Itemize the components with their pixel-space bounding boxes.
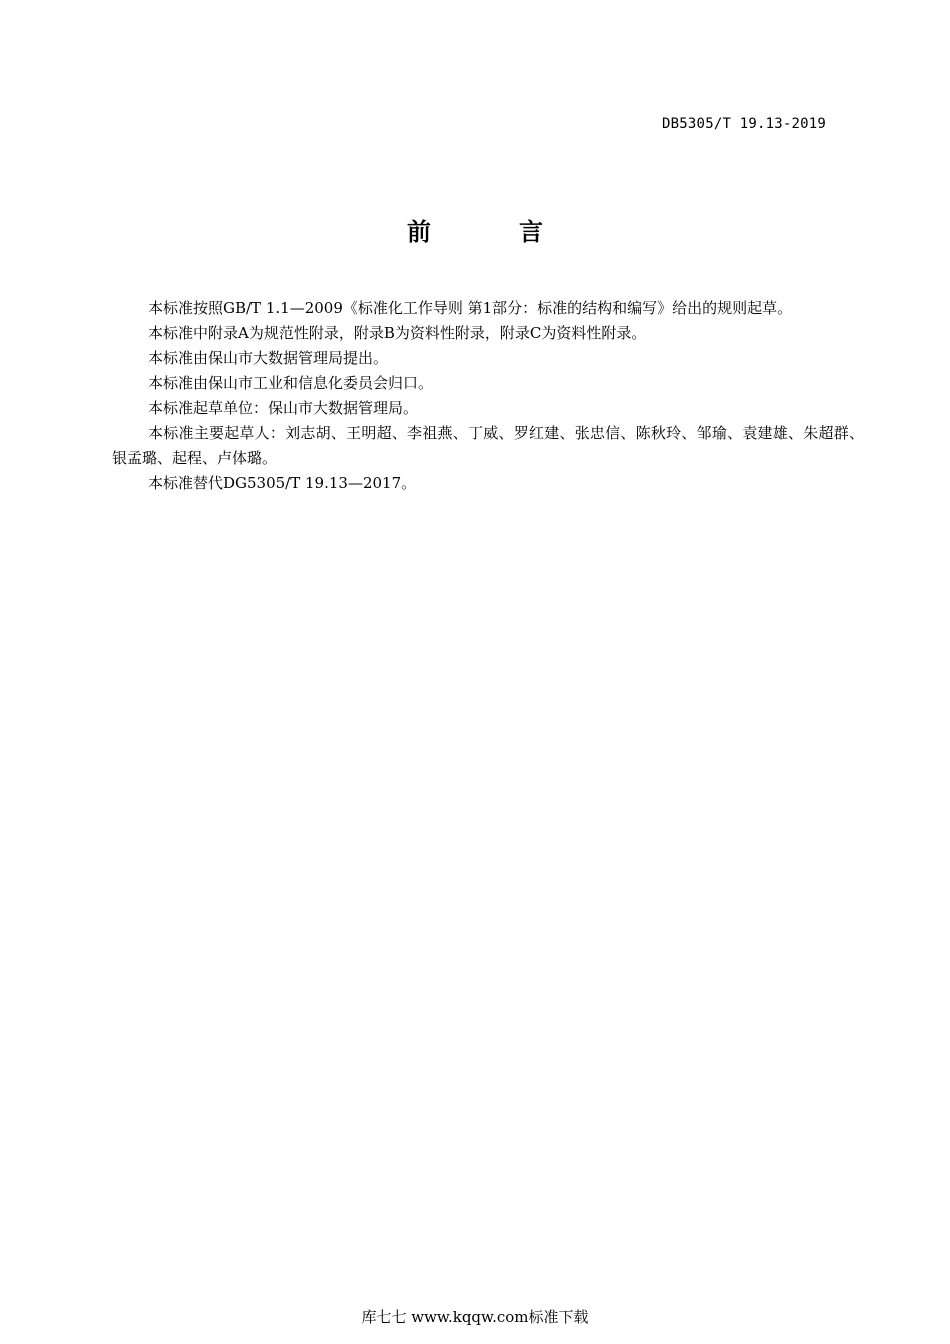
footer-watermark: 库七七 www.kqqw.com标准下载 [361, 1308, 589, 1326]
standard-code: DB5305/T 19.13-2019 [662, 116, 826, 132]
paragraph-appendix: 本标准中附录A为规范性附录，附录B为资料性附录，附录C为资料性附录。 [148, 324, 647, 342]
paragraph-drafters: 本标准主要起草人：刘志胡、王明超、李祖燕、丁威、罗红建、张忠信、陈秋玲、邹瑜、袁建雄、朱超群、银孟璐、起程、卢体璐。 [112, 424, 864, 467]
foreword-body [112, 296, 864, 496]
paragraph-replaces: 本标准替代DG5305/T 19.13—2017。 [148, 474, 417, 492]
paragraph-proposer: 本标准由保山市大数据管理局提出。 [148, 349, 389, 367]
title-char-left: 前 [407, 218, 431, 246]
paragraph-drafting-unit: 本标准起草单位：保山市大数据管理局。 [148, 399, 419, 417]
paragraph-drafting-rules: 本标准按照GB/T 1.1—2009《标准化工作导则 第1部分：标准的结构和编写》给出的规则起草。 [148, 299, 793, 317]
title-char-right: 言 [519, 218, 543, 246]
paragraph-centralized: 本标准由保山市工业和信息化委员会归口。 [148, 374, 434, 392]
page-title [0, 212, 950, 247]
